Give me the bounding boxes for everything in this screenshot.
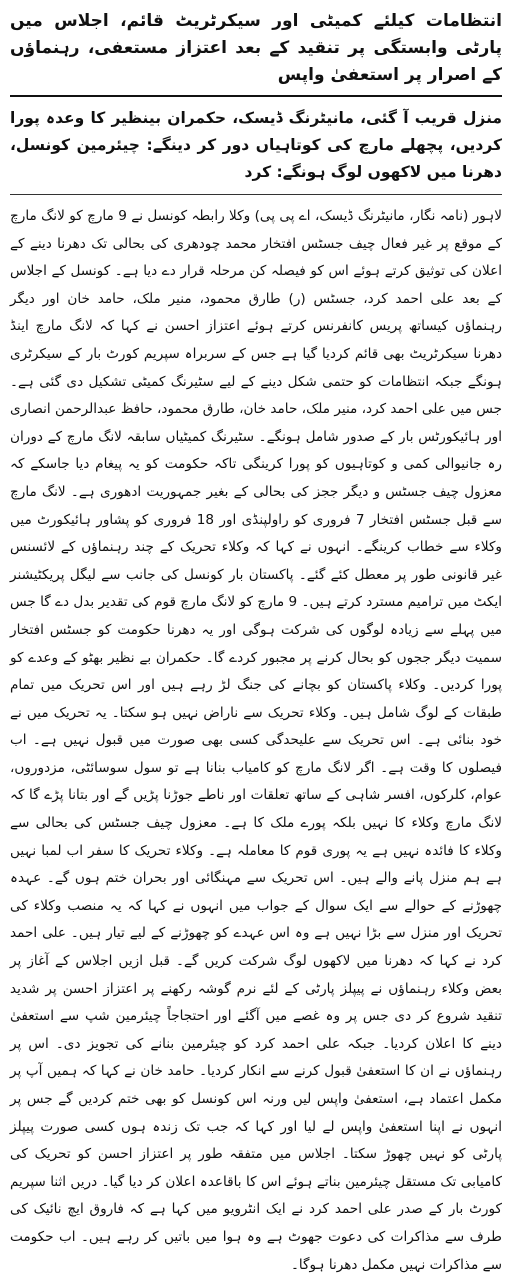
subheadline-divider xyxy=(10,194,502,195)
article-subheadline: منزل قریب آ گئی، مانیٹرنگ ڈیسک، حکمران بینظیر کا وعدہ پورا کردیں، پچھلے مارچ کی کوتاہیاں دور کر دینگے: چیئرمین کونسل، دھرنا میں لاکھوں لوگ ہونگے: کرد xyxy=(10,109,502,181)
article-body xyxy=(10,203,502,1279)
article-headline: انتظامات کیلئے کمیٹی اور سیکرٹریٹ قائم، اجلاس میں پارٹی وابستگی پر تنقید کے بعد اعتزاز مستعفی، رہنماؤں کے اصرار پر استعفیٰ واپس xyxy=(10,11,502,85)
headline-divider xyxy=(10,95,502,97)
article-body-paragraph: لاہور (نامہ نگار، مانیٹرنگ ڈیسک، اے پی پی) وکلا رابطہ کونسل نے 9 مارچ کو لانگ مارچ کے موقع پر غیر فعال چیف جسٹس افتخار محمد چودھری کی بحالی تک دھرنا دینے کے اعلان کی توثیق کرتے ہوئے اس کو فیصلہ کن مرحلہ قرار دے دیا ہے۔ کونسل کے اجلاس کے بعد علی احمد کرد، جسٹس (ر) طارق محمود، منیر ملک، حامد خان اور دیگر رہنماؤں کیساتھ پریس کانفرنس کرتے ہوئے اعتزاز احسن نے کہا کہ لانگ مارچ اینڈ دھرنا سیکرٹریٹ بھی قائم کردیا گیا ہے جس کے سربراہ سپریم کورٹ بار کے سیکرٹری ہونگے جبکہ انتظامات کو حتمی شکل دینے کے لیے سٹیرنگ کمیٹی تشکیل دی گئی ہے۔ جس میں علی احمد کرد، منیر ملک، حامد خان، طارق محمود، حافظ عبدالرحمن انصاری اور ہائیکورٹس بار کے صدور شامل ہونگے۔ سٹیرنگ کمیٹیاں سابقہ لانگ مارچ کے دوران رہ جانیوالی کمی و کوتاہیوں کو پورا کرینگی تاکہ حکومت کو یہ پیغام دیا جاسکے کہ معزول چیف جسٹس و دیگر ججز کی بحالی کے بغیر جمہوریت ادھوری ہے۔ لانگ مارچ سے قبل جسٹس افتخار 7 فروری کو راولپنڈی اور 18 فروری کو پشاور ہائیکورٹ میں وکلاء سے خطاب کرینگے۔ انہوں نے کہا کہ وکلاء تحریک کے چند رہنماؤں کے لائسنس غیر قانونی طور پر معطل کئے گئے۔ پاکستان بار کونسل کی جانب سے لیگل پریکٹیشنر ایکٹ میں ترامیم مسترد کرتے ہیں۔ 9 مارچ کو لانگ مارچ قوم کی تقدیر بدل دے گا جس میں پہلے سے زیادہ لوگوں کی شرکت ہوگی اور یہ دھرنا حکومت کو جسٹس افتخار سمیت دیگر ججوں کو بحال کرنے پر مجبور کردے گا۔ حکمران بے نظیر بھٹو کے وعدے کو پورا کردیں۔ وکلاء پاکستان کو بچانے کی جنگ لڑ رہے ہیں اور اس تحریک میں تمام طبقات کے لوگ شامل ہیں۔ وکلاء تحریک سے ناراض نہیں ہو سکتا۔ یہ تحریک میں نے خود بنائی ہے۔ اس تحریک سے علیحدگی کسی بھی صورت میں قبول نہیں ہے۔ اب فیصلوں کا وقت ہے۔ اگر لانگ مارچ کو کامیاب بنانا ہے تو سول سوسائٹی، مزدوروں، عوام، کلرکوں، افسر شاہی کے ساتھ تعلقات اور ناطے جوڑنا پڑیں گے اور بتانا پڑے گا کہ لانگ مارچ وکلاء کا نہیں بلکہ پورے ملک کا ہے۔ معزول چیف جسٹس کی بحالی سے وکلاء کا فائدہ نہیں ہے یہ پوری قوم کا معاملہ ہے۔ وکلاء تحریک کا سفر اب لمبا نہیں ہے ہم منزل پانے والے ہیں۔ اس تحریک سے مہنگائی اور بحران ختم ہوں گے۔ عہدہ چھوڑنے کے حوالے سے ایک سوال کے جواب میں انہوں نے کہا کہ یہ منصب وکلاء کی تحریک اور منزل سے بڑا نہیں ہے وہ اس عہدے کو چھوڑنے کے لیے تیار ہیں۔ علی احمد کرد نے کہا کہ دھرنا میں لاکھوں لوگ شرکت کریں گے۔ قبل ازیں اجلاس کے آغاز پر بعض وکلاء رہنماؤں نے پیپلز پارٹی کے لئے نرم گوشہ رکھنے پر اعتزاز احسن پر شدید تنقید شروع کر دی جس پر وہ غصے میں آگئے اور احتجاجاً چیئرمین شپ سے استعفیٰ دینے کا اعلان کردیا۔ جبکہ علی احمد کرد کو چیئرمین بنانے کی تجویز دی۔ اس پر رہنماؤں نے ان کا استعفیٰ قبول کرنے سے انکار کردیا۔ حامد خان نے کہا کہ ہمیں آپ پر مکمل اعتماد ہے، استعفیٰ واپس لیں ورنہ اس کونسل کو بھی ختم کردیں گے جس پر انہوں نے اپنا استعفیٰ واپس لے لیا اور کہا کہ جب تک زندہ ہوں کسی صورت پیپلز پارٹی کو نہیں چھوڑ سکتا۔ اجلاس میں متفقہ طور پر اعتزاز احسن کو تحریک کی کامیابی تک مستقل چیئرمین بناتے ہوئے اس کا باقاعدہ اعلان کر دیا گیا۔ دریں اثنا سپریم کورٹ بار کے صدر علی احمد کرد نے ایک انٹرویو میں کہا ہے کہ فاروق ایچ نائیک کی طرف سے مذاکرات کی دعوت جھوٹ ہے وہ ہوا میں باتیں کر رہے ہیں۔ اب حکومت سے مذاکرات نہیں مکمل دھرنا ہوگا۔ xyxy=(10,208,503,1273)
